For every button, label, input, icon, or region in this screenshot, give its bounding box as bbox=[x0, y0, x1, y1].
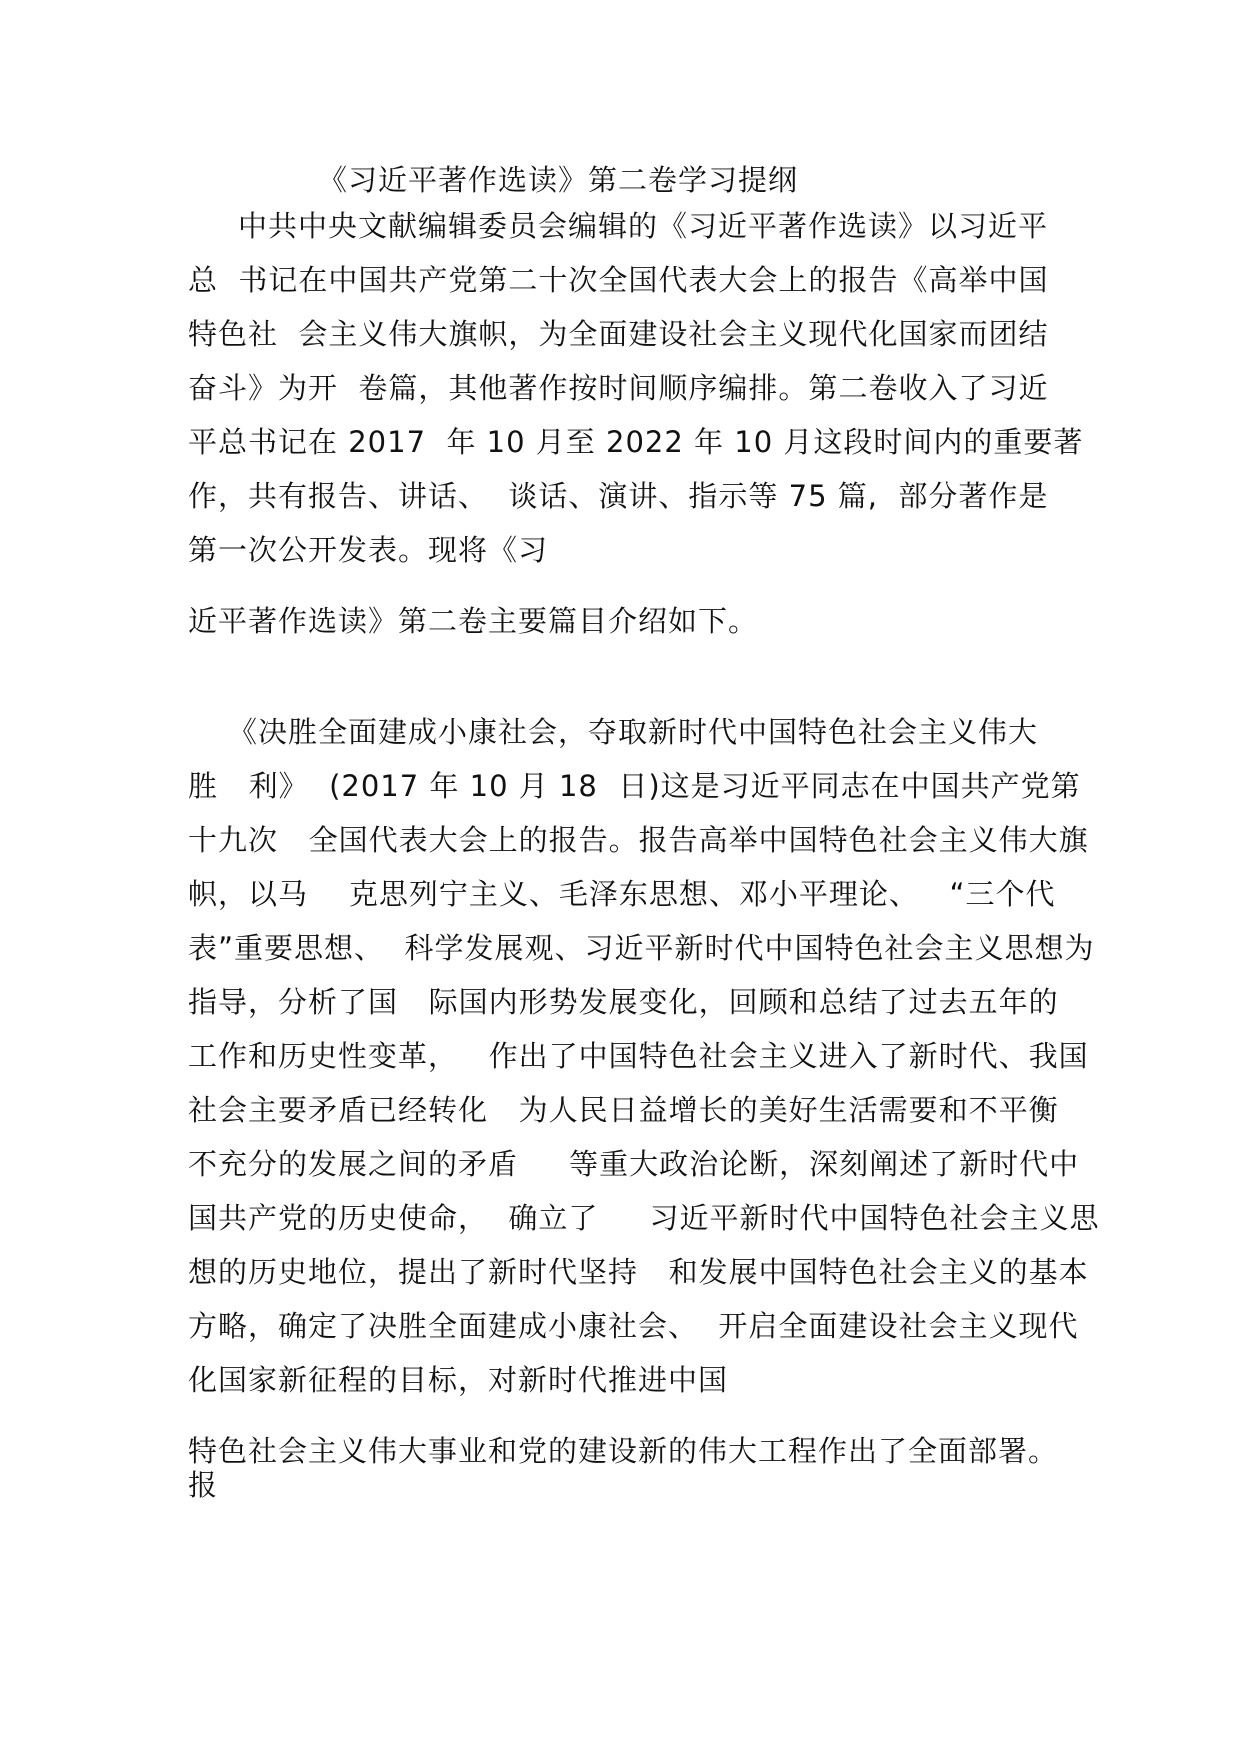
intro-line: 第一次公开发表。现将《习 bbox=[188, 533, 549, 567]
section-line: 特色社会主义伟大事业和党的建设新的伟大工程作出了全面部署。 bbox=[188, 1434, 1059, 1468]
section-line: 指导，分析了国 际国内形势发展变化，回顾和总结了过去五年的 bbox=[188, 985, 1059, 1019]
document-title: 《习近平著作选读》第二卷学习提纲 bbox=[318, 163, 799, 197]
intro-line: 中共中央文献编辑委员会编辑的《习近平著作选读》以习近平 bbox=[238, 209, 1049, 243]
section-line: 《决胜全面建成小康社会，夺取新时代中国特色社会主义伟大 bbox=[228, 715, 1039, 749]
intro-line: 平总书记在 2017 年 10 月至 2022 年 10 月这段时间内的重要著 bbox=[188, 425, 1084, 459]
intro-line: 总 书记在中国共产党第二十次全国代表大会上的报告《高举中国 bbox=[188, 263, 1049, 297]
section-line: 帜，以马 克思列宁主义、毛泽东思想、邓小平理论、 “三个代 bbox=[188, 877, 1056, 911]
section-line: 报 bbox=[188, 1468, 219, 1502]
section-line: 方略，确定了决胜全面建成小康社会、 开启全面建设社会主义现代 bbox=[188, 1309, 1079, 1343]
intro-line: 特色社 会主义伟大旗帜，为全面建设社会主义现代化国家而团结 bbox=[188, 317, 1049, 351]
intro-line: 奋斗》为开 卷篇，其他著作按时间顺序编排。第二卷收入了习近 bbox=[188, 371, 1049, 405]
section-line: 想的历史地位，提出了新时代坚持 和发展中国特色社会主义的基本 bbox=[188, 1255, 1089, 1289]
section-line: 社会主要矛盾已经转化 为人民日益增长的美好生活需要和不平衡 bbox=[188, 1093, 1059, 1127]
section-line: 十九次 全国代表大会上的报告。报告高举中国特色社会主义伟大旗 bbox=[188, 823, 1089, 857]
section-line: 化国家新征程的目标，对新时代推进中国 bbox=[188, 1363, 729, 1397]
section-line: 不充分的发展之间的矛盾 等重大政治论断，深刻阐述了新时代中 bbox=[188, 1147, 1080, 1181]
section-line: 表”重要思想、 科学发展观、习近平新时代中国特色社会主义思想为 bbox=[188, 931, 1095, 965]
intro-line: 作，共有报告、讲话、 谈话、演讲、指示等 75 篇, 部分著作是 bbox=[188, 479, 1049, 513]
section-line: 工作和历史性变革， 作出了中国特色社会主义进入了新时代、我国 bbox=[188, 1039, 1089, 1073]
intro-line: 近平著作选读》第二卷主要篇目介绍如下。 bbox=[188, 604, 759, 638]
section-line: 胜 利》 (2017 年 10 月 18 日)这是习近平同志在中国共产党第 bbox=[188, 769, 1081, 803]
section-line: 国共产党的历史使命， 确立了 习近平新时代中国特色社会主义思 bbox=[188, 1201, 1100, 1235]
